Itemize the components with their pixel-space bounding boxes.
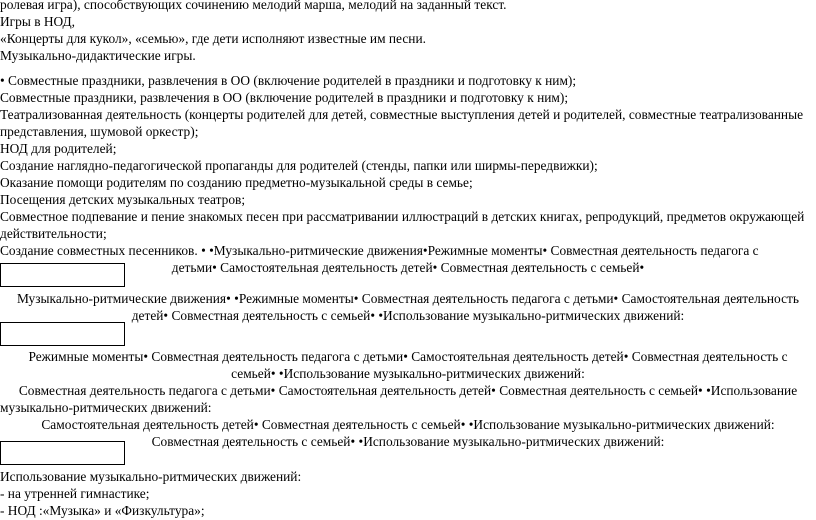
text-line: Музыкально-дидактические игры. — [0, 48, 196, 63]
text-line: Совместная деятельность с семьей• •Использование музыкально-ритмических движений: — [151, 434, 665, 449]
text-line: семьей• •Использование музыкально-ритмических движений: — [231, 366, 585, 381]
text-line: Самостоятельная деятельность детей• Совместная деятельность с семьей• •Использование музыкально-ритмических движений: — [41, 417, 775, 432]
empty-frame — [0, 322, 125, 346]
text-line: - на утренней гимнастике; — [0, 486, 150, 501]
text-line: детьми• Самостоятельная деятельность детей• Совместная деятельность с семьей• — [171, 260, 645, 275]
text-line: музыкально-ритмических движений: — [0, 400, 212, 415]
text-line: Посещения детских музыкальных театров; — [0, 192, 246, 207]
text-line: Использование музыкально-ритмических движений: — [0, 469, 302, 484]
text-line: представления, шумовой оркестр); — [0, 124, 199, 139]
text-line: Режимные моменты• Совместная деятельность педагога с детьми• Самостоятельная деятельность детей• Совместная деятельность с — [28, 349, 788, 364]
text-line: Оказание помощи родителям по созданию предметно-музыкальной среды в семье; — [0, 175, 473, 190]
text-line: ролевая игра), способствующих сочинению мелодий марша, мелодий на заданный текст. — [0, 0, 507, 12]
text-line: Создание наглядно-педагогической пропаганды для родителей (стенды, папки или ширмы-передвижки); — [0, 158, 598, 173]
text-line: «Концерты для кукол», «семью», где дети исполняют известные им песни. — [0, 31, 426, 46]
text-line: - НОД :«Музыка» и «Физкультура»; — [0, 503, 205, 518]
text-line: детей• Совместная деятельность с семьей• •Использование музыкально-ритмических движений: — [131, 308, 685, 323]
text-line: • Совместные праздники, развлечения в ОО (включение родителей в праздники и подготовку к ним); — [0, 73, 577, 88]
empty-frame — [0, 263, 125, 287]
text-line: Совместная деятельность педагога с детьми• Самостоятельная деятельность детей• Совместная деятельность с семьей• •Использование — [18, 383, 798, 398]
empty-frame — [0, 441, 125, 465]
text-line: Музыкально-ритмические движения• •Режимные моменты• Совместная деятельность педагога с детьми• Самостоятельная деятельность — [16, 291, 799, 306]
text-line: Игры в НОД, — [0, 14, 76, 29]
text-line: действительности; — [0, 226, 107, 241]
text-line: Театрализованная деятельность (концерты родителей для детей, совместные выступления детей и родителей, совместные театрализованные — [0, 107, 804, 122]
text-line: НОД для родителей; — [0, 141, 117, 156]
text-line: Создание совместных песенников. • •Музыкально-ритмические движения•Режимные моменты• Совместная деятельность педагога с — [0, 243, 759, 258]
text-line: Совместные праздники, развлечения в ОО (включение родителей в праздники и подготовку к ним); — [0, 90, 569, 105]
text-line: Совместное подпевание и пение знакомых песен при рассматривании иллюстраций в детских книгах, репродукций, предметов окружающей — [0, 209, 805, 224]
